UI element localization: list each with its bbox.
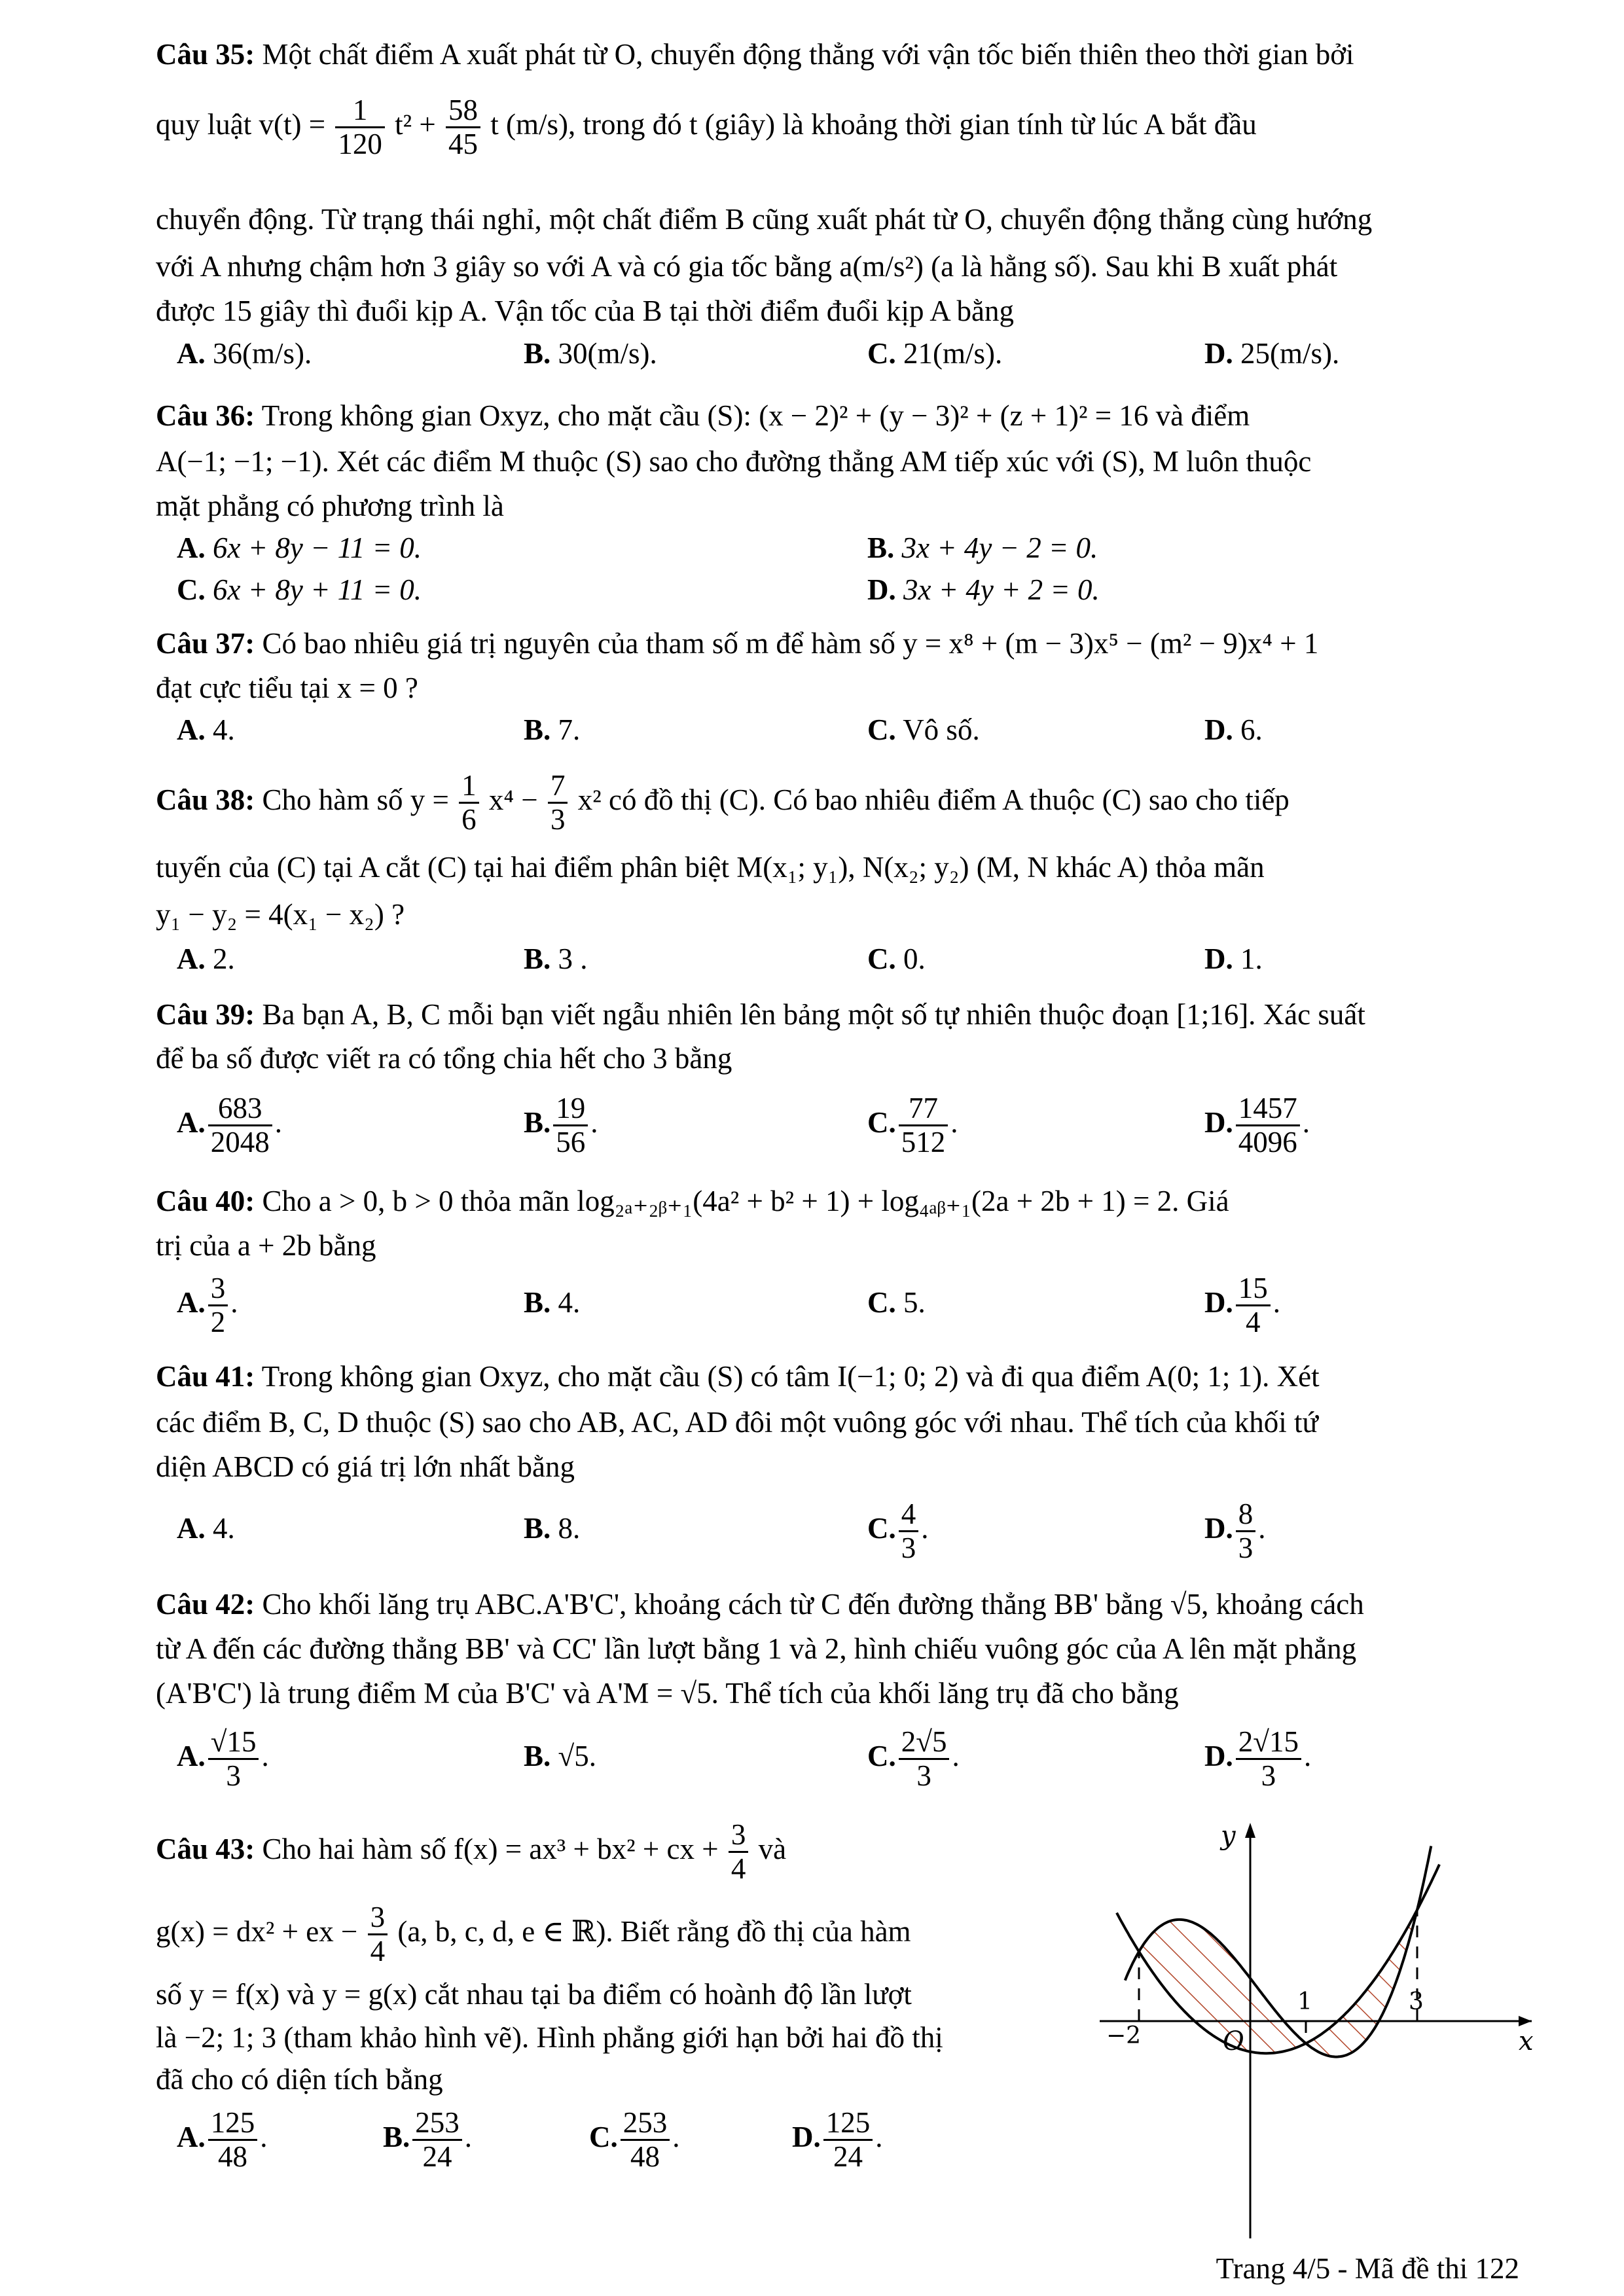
tick-label-1: 1 <box>1297 1988 1312 2015</box>
q38-line3: y₁ − y₂ = 4(x₁ − x₂) ? <box>156 898 405 931</box>
tick-label-neg2: −2 <box>1106 2022 1142 2049</box>
q35-line5: được 15 giây thì đuổi kịp A. Vận tốc của B tại thời điểm đuổi kịp A bằng <box>156 295 1015 327</box>
q43-line2a: g(x) = dx² + ex − <box>156 1915 358 1948</box>
q38-option-c[interactable]: C. 0. <box>867 942 926 975</box>
shaded-region <box>1139 1910 1417 2057</box>
question-43 <box>156 1813 1059 1886</box>
q41-option-c[interactable]: C. $\frac{4}{3}$ . <box>867 1497 929 1565</box>
q39-line1: Ba bạn A, B, C mỗi bạn viết ngẫu nhiên lên bảng một số tự nhiên thuộc đoạn [1;16]. Xác suất <box>262 998 1365 1031</box>
q39-line2: để ba số được viết ra có tổng chia hết cho 3 bằng <box>156 1042 732 1075</box>
q38-option-d[interactable]: D. 1. <box>1204 942 1263 975</box>
q40-option-c[interactable]: C. 5. <box>867 1286 926 1319</box>
q39-option-a[interactable]: A. $\frac{683}{2048}$ . <box>177 1091 282 1159</box>
q35-line2a: quy luật v(t) = <box>156 108 326 141</box>
q38-fraction-2: $\frac{7}{3}$ <box>548 770 568 836</box>
q41-option-b[interactable]: B. 8. <box>524 1512 581 1545</box>
q41-options <box>177 1492 1486 1564</box>
q43-line3: số y = f(x) và y = g(x) cắt nhau tại ba điểm có hoành độ lần lượt <box>156 1978 912 2011</box>
q42-option-d[interactable]: D. $\frac{2√15}{3}$ . <box>1204 1725 1312 1793</box>
q38-line2: tuyến của (C) tại A cắt (C) tại hai điểm phân biệt M(x₁; y₁), N(x₂; y₂) (M, N khác A) thỏa mãn <box>156 851 1265 884</box>
q43-option-a[interactable]: A. $\frac{125}{48}$ . <box>177 2106 268 2174</box>
q37-options <box>177 707 1486 753</box>
q35-option-d[interactable]: D. 25(m/s). <box>1204 337 1340 370</box>
q35-label: Câu 35: <box>156 38 255 71</box>
q43-option-d[interactable]: D. $\frac{125}{24}$ . <box>792 2106 883 2174</box>
q37-option-b[interactable]: B. 7. <box>524 713 581 746</box>
q39-option-c[interactable]: C. $\frac{77}{512}$ . <box>867 1091 958 1159</box>
q42-label: Câu 42: <box>156 1588 255 1621</box>
q40-option-b[interactable]: B. 4. <box>524 1286 581 1319</box>
q42-line3: (A'B'C') là trung điểm M của B'C' và A'M = √5. Thể tích của khối lăng trụ đã cho bằng <box>156 1677 1179 1710</box>
page-footer: Trang 4/5 - Mã đề thi 122 <box>1216 2252 1519 2285</box>
y-axis-arrow-icon <box>1245 1823 1255 1838</box>
q42-line2: từ A đến các đường thẳng BB' và CC' lần lượt bằng 1 và 2, hình chiếu vuông góc của A lên mặt phẳng <box>156 1632 1357 1665</box>
q37-line1: Có bao nhiêu giá trị nguyên của tham số m để hàm số y = x⁸ + (m − 3)x⁵ − (m² − 9)x⁴ + 1 <box>262 627 1319 660</box>
origin-label: O <box>1223 2026 1244 2056</box>
q38-option-b[interactable]: B. 3 . <box>524 942 588 975</box>
q43-line4: là −2; 1; 3 (tham khảo hình vẽ). Hình phẳng giới hạn bởi hai đồ thị <box>156 2021 943 2054</box>
q41-line1: Trong không gian Oxyz, cho mặt cầu (S) có tâm I(−1; 0; 2) và đi qua điểm A(0; 1; 1). Xét <box>261 1360 1320 1393</box>
q41-option-a[interactable]: A. 4. <box>177 1512 235 1545</box>
q36-option-d[interactable]: D. 3x + 4y + 2 = 0. <box>867 573 1100 606</box>
q37-option-a[interactable]: A. 4. <box>177 713 235 746</box>
q35-fraction-1: $\frac{1}{120}$ <box>335 94 385 161</box>
q42-option-b[interactable]: B. √5. <box>524 1740 596 1772</box>
q38-line1a: Cho hàm số y = <box>262 783 449 816</box>
question-37 <box>156 620 1517 666</box>
q36-line2: A(−1; −1; −1). Xét các điểm M thuộc (S) sao cho đường thẳng AM tiếp xúc với (S), M luôn thuộc <box>156 445 1312 478</box>
q39-option-b[interactable]: B. $\frac{19}{56}$ . <box>524 1091 598 1159</box>
q42-line1: Cho khối lăng trụ ABC.A'B'C', khoảng cách từ C đến đường thẳng BB' bằng √5, khoảng cách <box>262 1588 1364 1621</box>
q36-options-row1 <box>177 525 1486 571</box>
question-35 <box>156 31 1517 77</box>
q35-option-b[interactable]: B. 30(m/s). <box>524 337 657 370</box>
q43-line1a: Cho hai hàm số f(x) = ax³ + bx² + cx + <box>262 1833 719 1865</box>
q42-option-c[interactable]: C. $\frac{2√5}{3}$ . <box>867 1725 960 1793</box>
q35-formula-line <box>156 92 1517 161</box>
question-36 <box>156 393 1517 439</box>
q36-label: Câu 36: <box>156 399 255 432</box>
q35-line2b: t² + <box>395 108 436 141</box>
q36-option-a[interactable]: A. 6x + 8y − 11 = 0. <box>177 531 422 564</box>
q36-option-c[interactable]: C. 6x + 8y + 11 = 0. <box>177 573 422 606</box>
q43-options <box>177 2101 1093 2173</box>
x-axis-arrow-icon <box>1519 2016 1532 2026</box>
q43-fraction-1: $\frac{3}{4}$ <box>729 1819 749 1886</box>
q36-line3: mặt phẳng có phương trình là <box>156 490 504 522</box>
q39-option-d[interactable]: D. $\frac{1457}{4096}$ . <box>1204 1091 1310 1159</box>
question-41 <box>156 1354 1517 1399</box>
q42-option-a[interactable]: A. $\frac{√15}{3}$ . <box>177 1725 269 1793</box>
q42-options <box>177 1720 1486 1792</box>
q38-fraction-1: $\frac{1}{6}$ <box>459 770 479 836</box>
q41-line3: diện ABCD có giá trị lớn nhất bằng <box>156 1450 575 1483</box>
q35-fraction-2: $\frac{58}{45}$ <box>446 94 480 161</box>
q41-label: Câu 41: <box>156 1360 255 1393</box>
q35-option-c[interactable]: C. 21(m/s). <box>867 337 1003 370</box>
q43-option-c[interactable]: C. $\frac{253}{48}$ . <box>589 2106 680 2174</box>
question-40 <box>156 1178 1517 1224</box>
q36-option-b[interactable]: B. 3x + 4y − 2 = 0. <box>867 531 1098 564</box>
q40-option-a[interactable]: A. $\frac{3}{2}$ . <box>177 1271 238 1339</box>
q35-options <box>177 331 1486 376</box>
q35-option-a[interactable]: A. 36(m/s). <box>177 337 312 370</box>
q43-line5: đã cho có diện tích bằng <box>156 2063 443 2096</box>
q35-line4: với A nhưng chậm hơn 3 giây so với A và có gia tốc bằng a(m/s²) (a là hằng số). Sau khi B xuất phát <box>156 250 1338 283</box>
q43-fraction-2: $\frac{3}{4}$ <box>368 1901 388 1968</box>
question-42 <box>156 1581 1517 1627</box>
x-axis-label: x <box>1519 2026 1534 2056</box>
q39-options <box>177 1086 1486 1158</box>
q40-label: Câu 40: <box>156 1185 255 1217</box>
q40-options <box>177 1266 1486 1338</box>
tick-label-3: 3 <box>1409 1988 1424 2015</box>
q38-options <box>177 936 1486 982</box>
q39-label: Câu 39: <box>156 998 255 1031</box>
q37-label: Câu 37: <box>156 627 255 660</box>
q38-line1b: x⁴ − <box>488 783 538 816</box>
q38-line1c: x² có đồ thị (C). Có bao nhiêu điểm A thuộc (C) sao cho tiếp <box>577 783 1290 816</box>
question-38 <box>156 767 1517 836</box>
q35-line1: Một chất điểm A xuất phát từ O, chuyển động thẳng với vận tốc biến thiên theo thời gian bởi <box>262 38 1354 71</box>
q37-option-c[interactable]: C. Vô số. <box>867 713 980 746</box>
q43-line1b: và <box>758 1833 787 1865</box>
q35-line3: chuyển động. Từ trạng thái nghỉ, một chất điểm B cũng xuất phát từ O, chuyển động thẳng cùng hướng <box>156 203 1373 236</box>
question-39 <box>156 992 1517 1037</box>
q43-label: Câu 43: <box>156 1833 255 1865</box>
q43-line2b: (a, b, c, d, e ∈ ℝ). Biết rằng đồ thị của hàm <box>397 1915 911 1948</box>
q40-line1: Cho a > 0, b > 0 thỏa mãn log₂ₐ₊₂ᵦ₊₁(4a² + b² + 1) + log₄ₐᵦ₊₁(2a + 2b + 1) = 2. Giá <box>262 1185 1229 1217</box>
q41-option-d[interactable]: D. $\frac{8}{3}$ . <box>1204 1497 1266 1565</box>
q40-line2: trị của a + 2b bằng <box>156 1229 376 1262</box>
q37-option-d[interactable]: D. 6. <box>1204 713 1263 746</box>
q36-options-row2 <box>177 567 1486 613</box>
q38-label: Câu 38: <box>156 783 255 816</box>
q38-option-a[interactable]: A. 2. <box>177 942 235 975</box>
q40-option-d[interactable]: D. $\frac{15}{4}$ . <box>1204 1271 1280 1339</box>
q43-line2 <box>156 1895 1059 1968</box>
q35-line2c: t (m/s), trong đó t (giây) là khoảng thời gian tính từ lúc A bắt đầu <box>490 108 1257 141</box>
q36-line1: Trong không gian Oxyz, cho mặt cầu (S): (x − 2)² + (y − 3)² + (z + 1)² = 16 và điểm <box>261 399 1250 432</box>
y-axis-label: y <box>1221 1821 1236 1851</box>
q43-graph <box>1087 1813 1545 2245</box>
q41-line2: các điểm B, C, D thuộc (S) sao cho AB, AC, AD đôi một vuông góc với nhau. Thể tích của khối tứ <box>156 1406 1318 1439</box>
q37-line2: đạt cực tiểu tại x = 0 ? <box>156 672 418 704</box>
q43-option-b[interactable]: B. $\frac{253}{24}$ . <box>383 2106 473 2174</box>
